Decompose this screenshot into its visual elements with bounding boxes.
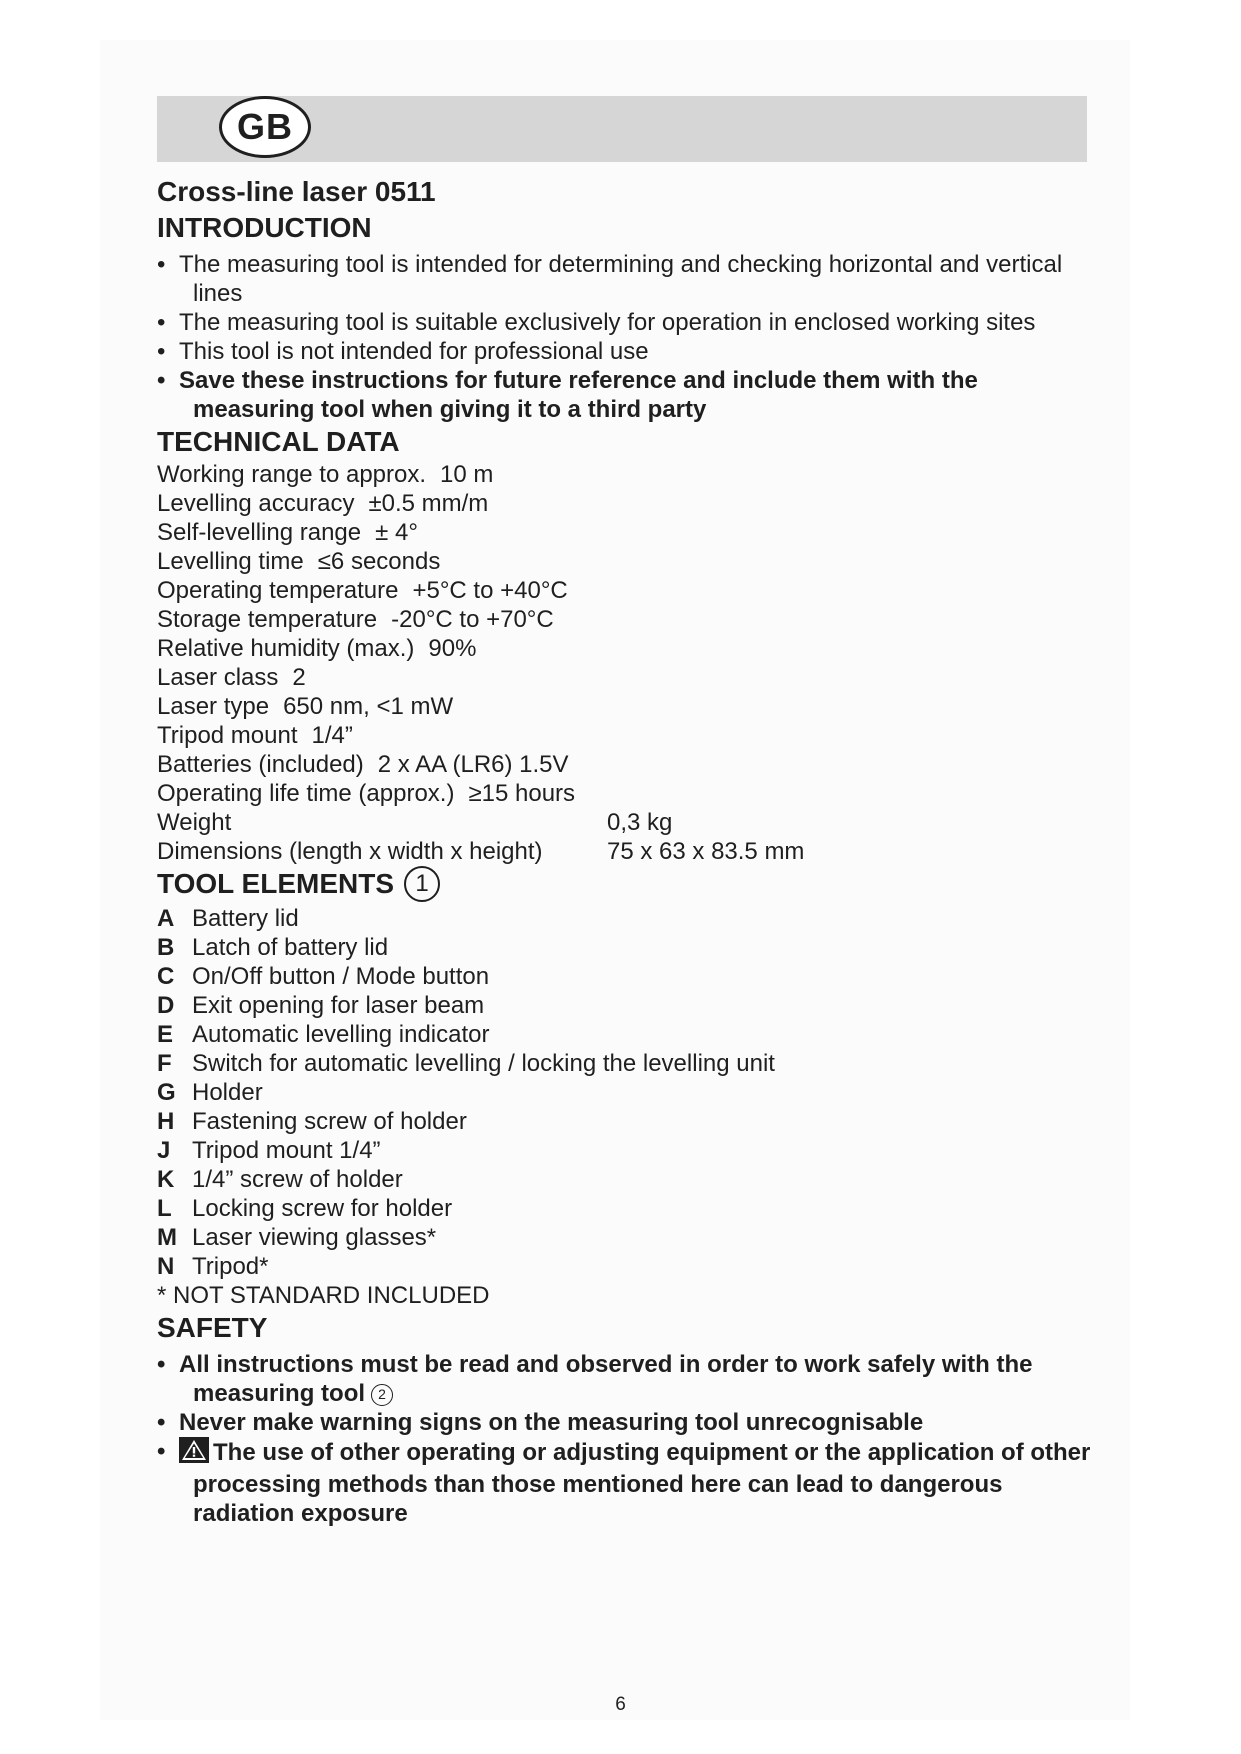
spec-row (157, 808, 1097, 837)
page-title: Cross-line laser 0511 (157, 176, 436, 207)
spec-value: 1/4” (311, 722, 353, 749)
tool-element-row (157, 1020, 1097, 1049)
tool-element-letter: L (157, 1195, 172, 1222)
spec-value: ±0.5 mm/m (368, 490, 489, 517)
tool-elements-heading (157, 866, 1097, 902)
safety-bullet-text: All instructions must be read and observed in order to work safely with the measuring tool (179, 1351, 1033, 1407)
safety-heading: SAFETY (157, 1312, 268, 1343)
spec-value: ± 4° (375, 519, 418, 546)
introduction-list (157, 250, 1097, 424)
not-included-note: * NOT STANDARD INCLUDED (157, 1282, 490, 1309)
tool-element-letter: A (157, 905, 175, 932)
spec-row (157, 576, 1097, 605)
tool-element-letter: E (157, 1021, 174, 1048)
spec-label: Levelling accuracy (157, 490, 355, 517)
spec-label: Operating life time (approx.) (157, 780, 455, 807)
spec-label: Batteries (included) (157, 751, 364, 778)
tool-element-row (157, 904, 1097, 933)
spec-value: 650 nm, <1 mW (283, 693, 454, 720)
tool-element-text: Switch for automatic levelling / locking the levelling unit (192, 1050, 775, 1077)
tool-element-text: Laser viewing glasses* (192, 1224, 437, 1251)
spec-label: Tripod mount (157, 722, 298, 749)
country-badge: GB (219, 96, 311, 158)
spec-row (157, 721, 1097, 750)
safety-bullet (157, 1350, 1097, 1408)
tool-element-letter: N (157, 1253, 175, 1280)
spec-value: 10 m (440, 461, 494, 488)
spec-row (157, 779, 1097, 808)
page-number: 6 (615, 1694, 626, 1715)
tool-element-text: Latch of battery lid (192, 934, 389, 961)
tool-element-row (157, 991, 1097, 1020)
spec-label: Laser type (157, 693, 270, 720)
tool-element-text: Exit opening for laser beam (192, 992, 485, 1019)
tool-element-row (157, 1223, 1097, 1252)
tool-element-row (157, 1252, 1097, 1281)
safety-bullet (157, 1437, 1097, 1528)
manual-content (157, 168, 1097, 1528)
tool-element-text: Fastening screw of holder (192, 1108, 467, 1135)
tool-element-letter: K (157, 1166, 175, 1193)
tool-element-row (157, 1136, 1097, 1165)
spec-value: -20°C to +70°C (391, 606, 554, 633)
intro-bullet: • The measuring tool is suitable exclusively for operation in enclosed working sites (157, 308, 1097, 337)
spec-row (157, 692, 1097, 721)
intro-bullet: • This tool is not intended for professional use (157, 337, 1097, 366)
spec-row (157, 837, 1097, 866)
spec-row (157, 460, 1097, 489)
tool-element-letter: B (157, 934, 175, 961)
tool-element-text: Locking screw for holder (192, 1195, 453, 1222)
tool-element-row (157, 1165, 1097, 1194)
spec-label: Weight (157, 809, 232, 836)
spec-row (157, 489, 1097, 518)
tool-element-row (157, 962, 1097, 991)
tool-element-letter: M (157, 1224, 177, 1251)
technical-data-heading: TECHNICAL DATA (157, 426, 400, 457)
spec-row (157, 750, 1097, 779)
figure-ref-badge: 1 (404, 866, 440, 902)
tool-element-row (157, 933, 1097, 962)
spec-label: Storage temperature (157, 606, 378, 633)
tool-element-text: Battery lid (192, 905, 299, 932)
tool-element-row (157, 1107, 1097, 1136)
tool-element-letter: J (157, 1137, 171, 1164)
tool-element-row (157, 1194, 1097, 1223)
spec-value: 90% (428, 635, 477, 662)
tool-element-row (157, 1049, 1097, 1078)
spec-value: ≥15 hours (468, 780, 576, 807)
warning-triangle-icon (179, 1437, 209, 1470)
tool-element-text: Holder (192, 1079, 263, 1106)
intro-bullet: • The measuring tool is intended for determining and checking horizontal and vertical lines (157, 250, 1097, 308)
spec-label: Operating temperature (157, 577, 399, 604)
spec-value: 2 (292, 664, 306, 691)
spec-label: Relative humidity (max.) (157, 635, 415, 662)
spec-label: Laser class (157, 664, 279, 691)
tool-elements-heading-text: TOOL ELEMENTS (157, 868, 394, 899)
safety-bullet: • Never make warning signs on the measuring tool unrecognisable (157, 1408, 1097, 1437)
safety-bullet-text: The use of other operating or adjusting equipment or the application of other processing methods than those mentioned here can lead to dangerous radiation exposure (193, 1439, 1091, 1527)
intro-bullet-important: • Save these instructions for future reference and include them with the measuring tool when giving it to a third party (157, 366, 1097, 424)
spec-row (157, 663, 1097, 692)
tool-element-row (157, 1078, 1097, 1107)
tool-element-text: On/Off button / Mode button (192, 963, 490, 990)
spec-row (157, 605, 1097, 634)
tool-element-letter: D (157, 992, 175, 1019)
tool-element-text: 1/4” screw of holder (192, 1166, 403, 1193)
spec-row (157, 518, 1097, 547)
tool-element-text: Tripod mount 1/4” (192, 1137, 381, 1164)
spec-label: Working range to approx. (157, 461, 427, 488)
tool-elements-list (157, 904, 1097, 1310)
spec-value: 0,3 kg (607, 809, 673, 836)
tool-element-text: Tripod* (192, 1253, 269, 1280)
tool-element-letter: G (157, 1079, 176, 1106)
spec-label: Levelling time (157, 548, 304, 575)
spec-row (157, 547, 1097, 576)
tool-element-letter: F (157, 1050, 172, 1077)
technical-data-list (157, 460, 1097, 866)
spec-row (157, 634, 1097, 663)
tool-element-letter: C (157, 963, 175, 990)
spec-value: +5°C to +40°C (412, 577, 568, 604)
spec-value: 2 x AA (LR6) 1.5V (377, 751, 569, 778)
spec-label: Self-levelling range (157, 519, 362, 546)
safety-list (157, 1350, 1097, 1528)
spec-value: ≤6 seconds (317, 548, 441, 575)
spec-value: 75 x 63 x 83.5 mm (607, 838, 805, 865)
tool-element-text: Automatic levelling indicator (192, 1021, 490, 1048)
spec-label: Dimensions (length x width x height) (157, 838, 543, 865)
tool-element-letter: H (157, 1108, 175, 1135)
figure-ref-badge: 2 (371, 1384, 393, 1406)
introduction-heading: INTRODUCTION (157, 212, 372, 243)
